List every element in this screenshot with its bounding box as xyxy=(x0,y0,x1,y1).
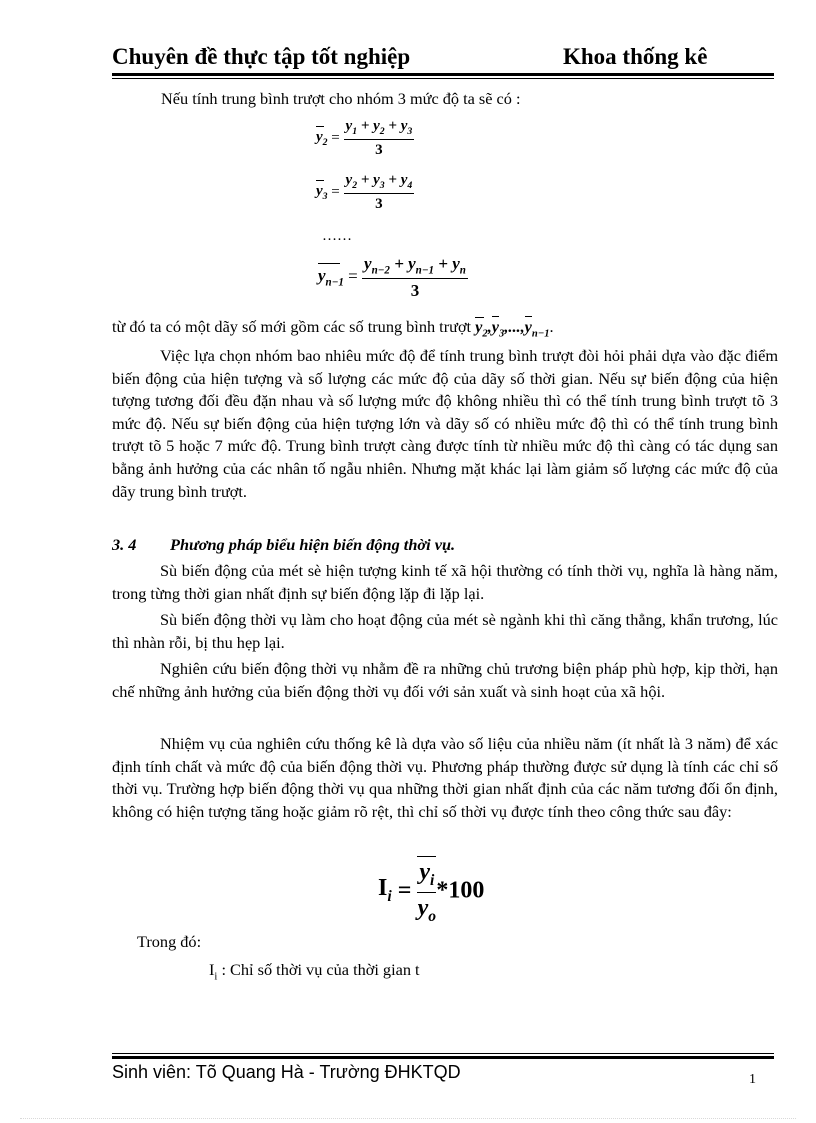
formula-y2 xyxy=(316,118,414,159)
paragraph-seasonal-4: Nhiệm vụ của nghiên cứu thống kê là dựa vào số liệu của nhiều năm (ít nhất là 3 năm) để xác định tính chất và mức độ của biến động thời vụ. Phương pháp thường được sử dụng là tính các chỉ số thời vụ. Trường hợp biến động thời vụ qua những thời gian nhất định của các năm tương đối ổn định, không có hiện tượng tăng hoặc giảm rõ rệt, thì chỉ số thời vụ được tính theo công thức sau đây: xyxy=(112,734,778,821)
paragraph-seasonal-2: Sù biến động thời vụ làm cho hoạt động của mét sè ngành khi thì căng thẳng, khẩn trương, lúc thì nhàn rỗi, bị thu hẹp lại. xyxy=(112,610,778,652)
formula-y3-fraction xyxy=(344,172,415,213)
intro-line: Nếu tính trung bình trượt cho nhóm 3 mức độ ta sẽ có : xyxy=(161,89,521,108)
formula-y2-numerator: $y_1 + y_2 + y_3$ xyxy=(344,118,415,140)
formula-y3-lhs: $y_3$ xyxy=(316,183,328,202)
formula-yn-1-numerator: $y_{n-2} + y_{n-1} + y_n$ xyxy=(362,254,468,279)
summary-text: từ đó ta có một dãy số mới gồm các số trung bình trượt xyxy=(112,317,472,336)
footer-rule-thick xyxy=(112,1056,774,1059)
summary-line: từ đó ta có một dãy số mới gồm các số trung bình trượt $y_2,y_3,...,y_{n-1}$. xyxy=(112,317,554,340)
paragraph-seasonal-3: Nghiên cứu biến động thời vụ nhằm đề ra những chủ trương biện pháp phù hợp, kịp thời, hạn chế những ảnh hưởng của biến động thời vụ đối với sản xuất và sinh hoạt của xã hội. xyxy=(112,659,778,701)
section-heading xyxy=(112,535,455,555)
equals-sign: = xyxy=(348,266,363,286)
header-rule-thick xyxy=(112,73,774,76)
formula-yn-1 xyxy=(318,254,468,301)
formula-y2-denominator: 3 xyxy=(375,142,383,158)
index-formula-denominator: $y_o$ xyxy=(417,894,437,925)
footer-rule-thin xyxy=(112,1053,774,1054)
formula-yn-1-fraction xyxy=(362,254,468,301)
index-formula-multiplier: *100 xyxy=(436,877,485,904)
index-formula-lhs: $I_i$ xyxy=(378,875,392,906)
index-formula-fraction xyxy=(417,856,436,926)
index-formula xyxy=(378,856,484,926)
index-formula-numerator: $y_i$ xyxy=(417,856,436,893)
formula-y3-numerator: $y_2 + y_3 + y_4$ xyxy=(344,172,415,194)
footer-student: Sinh viên: Tõ Quang Hà - Trường ĐHKTQD xyxy=(112,1062,461,1082)
equals-sign: = xyxy=(331,183,344,200)
page-number: 1 xyxy=(749,1072,756,1087)
formula-y2-fraction xyxy=(344,118,415,159)
equals-sign: = xyxy=(331,129,344,146)
formula-y3-denominator: 3 xyxy=(375,196,383,212)
ellipsis: …… xyxy=(322,228,352,244)
header-rule-thin xyxy=(112,78,774,79)
page-edge xyxy=(20,1118,796,1119)
paragraph-moving-average: Việc lựa chọn nhóm bao nhiêu mức độ để tính trung bình trượt đòi hỏi phải dựa vào đặc điểm biến động của hiện tượng và số lượng các mức độ của dãy số thời gian. Nếu sự biến động của hiện tượng tương đối đều đặn nhau và số lượng mức độ không nhiều thì có thể tính trung bình trượt tõ 3 mức độ. Nếu sự biến động của hiện tượng lớn và dãy số có nhiều mức độ thì có thể tính trung bình trượt tõ 5 hoặc 7 mức độ. Trung bình trượt càng được tính từ nhiều mức độ thì càng có tác dụng san bằng ảnh hưởng của các nhân tố ngẫu nhiên. Nhưng mặt khác lại làm giảm số lượng các mức độ của dãy trung bình trượt. xyxy=(112,346,778,501)
summary-series: $y_2,y_3,...,y_{n-1}$ xyxy=(475,317,550,340)
formula-yn-1-lhs: $y_{n-1}$ xyxy=(318,266,344,288)
definition-ii xyxy=(209,960,420,982)
formula-yn-1-denominator: 3 xyxy=(410,281,420,301)
formula-y2-lhs: $y_2$ xyxy=(316,129,328,148)
definition-symbol: $I_i$ xyxy=(209,960,218,983)
trong-do-label: Trong đó: xyxy=(137,932,202,951)
section-title: Phương pháp biểu hiện biến động thời vụ. xyxy=(170,535,456,554)
paragraph-seasonal-1: Sù biến động của mét sè hiện tượng kinh tế xã hội thường có tính thời vụ, nghĩa là hàng năm, trong từng thời gian nhất định sự biến động lặp đi lặp lại. xyxy=(112,561,778,603)
equals-sign: = xyxy=(397,877,418,904)
formula-y3 xyxy=(316,172,414,213)
section-number: 3. 4 xyxy=(112,535,137,554)
header-title-right: Khoa thống kê xyxy=(563,44,708,69)
definition-text: : Chỉ số thời vụ của thời gian t xyxy=(217,960,420,979)
header-title-left: Chuyên đề thực tập tốt nghiệp xyxy=(112,44,411,69)
